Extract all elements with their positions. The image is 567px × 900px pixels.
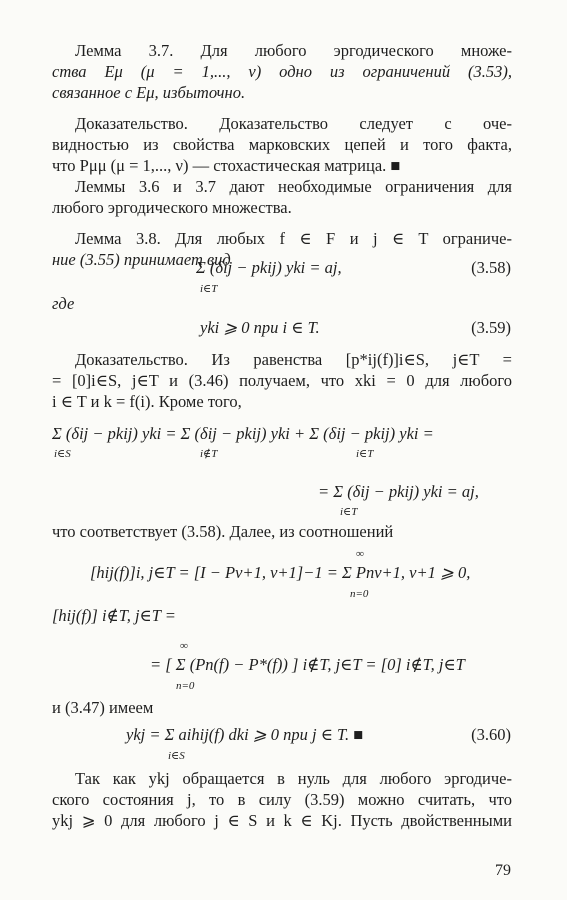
lemma-3-7-line-1: Лемма 3.7. Для любого эргодического множе- <box>75 41 512 60</box>
proof-3-7-line-2: видностью из свойства марковских цепей и того факта, <box>52 135 512 154</box>
sum-index-s: i∈S <box>54 448 71 460</box>
sum-index-not-t: i∉T <box>200 448 218 460</box>
page-number: 79 <box>495 862 511 879</box>
h-sum-upper: ∞ <box>356 548 364 560</box>
equation-3-60-sum-index: i∈S <box>168 750 185 762</box>
text-correspondence: что соответствует (3.58). Далее, из соотношений <box>52 522 394 541</box>
equation-sum-result: = Σ (δij − pkij) yki = aj, <box>318 482 479 501</box>
equation-3-58-sum-index: i∈T <box>200 283 218 295</box>
equation-3-59-number: (3.59) <box>471 318 511 337</box>
h-sum-lower: n=0 <box>350 588 369 600</box>
h-block-sum-lower: n=0 <box>176 680 195 692</box>
where-label: где <box>52 294 75 313</box>
remark-line-1: Леммы 3.6 и 3.7 дают необходимые ограничения для <box>75 177 512 196</box>
equation-3-58-number: (3.58) <box>471 258 511 277</box>
remark-line-2: любого эргодического множества. <box>52 198 292 217</box>
proof-3-7-line-3: что Pμμ (μ = 1,..., ν) — стохастическая матрица. ■ <box>52 156 401 175</box>
proof-3-8-line-3: i ∈ T и k = f(i). Кроме того, <box>52 392 242 411</box>
lemma-3-7-line-2: ства Eμ (μ = 1,..., ν) одно из ограничений (3.53), <box>52 62 512 81</box>
equation-3-58: Σ (δij − pkij) yki = aj, <box>196 258 342 277</box>
text-and-we-have: и (3.47) имеем <box>52 698 154 717</box>
equation-3-59: yki ⩾ 0 при i ∈ T. <box>200 318 320 337</box>
final-line-1: Так как ykj обращается в нуль для любого эргодиче- <box>75 769 512 788</box>
lemma-3-8-line-2: ние (3.55) принимает вид <box>52 250 231 269</box>
equation-h-block: [hij(f)] i∉T, j∈T = <box>52 606 176 625</box>
h-block-sum-upper: ∞ <box>180 640 188 652</box>
equation-h-matrix: [hij(f)]i, j∈T = [I − Pν+1, ν+1]−1 = Σ Pnν+1, ν+1 ⩾ 0, <box>90 563 471 582</box>
proof-3-7-line-1: Доказательство. Доказательство следует с оче- <box>75 114 512 133</box>
equation-3-60-number: (3.60) <box>471 725 511 744</box>
final-line-3: ykj ⩾ 0 для любого j ∈ S и k ∈ Kj. Пусть двойственными <box>52 811 512 830</box>
sum-index-t-2: i∈T <box>340 506 358 518</box>
proof-3-8-line-2: = [0]i∈S, j∈T и (3.46) получаем, что xki = 0 для любого <box>52 371 512 390</box>
lemma-3-8-line-1: Лемма 3.8. Для любых f ∈ F и j ∈ T ограниче- <box>75 229 512 248</box>
equation-h-block-result: = [ Σ (Pn(f) − P*(f)) ] i∉T, j∈T = [0] i∉T, j∈T <box>150 655 465 674</box>
final-line-2: ского состояния j, то в силу (3.59) можно считать, что <box>52 790 512 809</box>
lemma-3-7-line-3: связанное с Eμ, избыточно. <box>52 83 246 102</box>
equation-sum-split: Σ (δij − pkij) yki = Σ (δij − pkij) yki + Σ (δij − pkij) yki = <box>52 424 434 443</box>
sum-index-t: i∈T <box>356 448 374 460</box>
equation-3-60: ykj = Σ aihij(f) dki ⩾ 0 при j ∈ T. ■ <box>126 725 364 744</box>
proof-3-8-line-1: Доказательство. Из равенства [p*ij(f)]i∈S, j∈T = <box>75 350 512 369</box>
